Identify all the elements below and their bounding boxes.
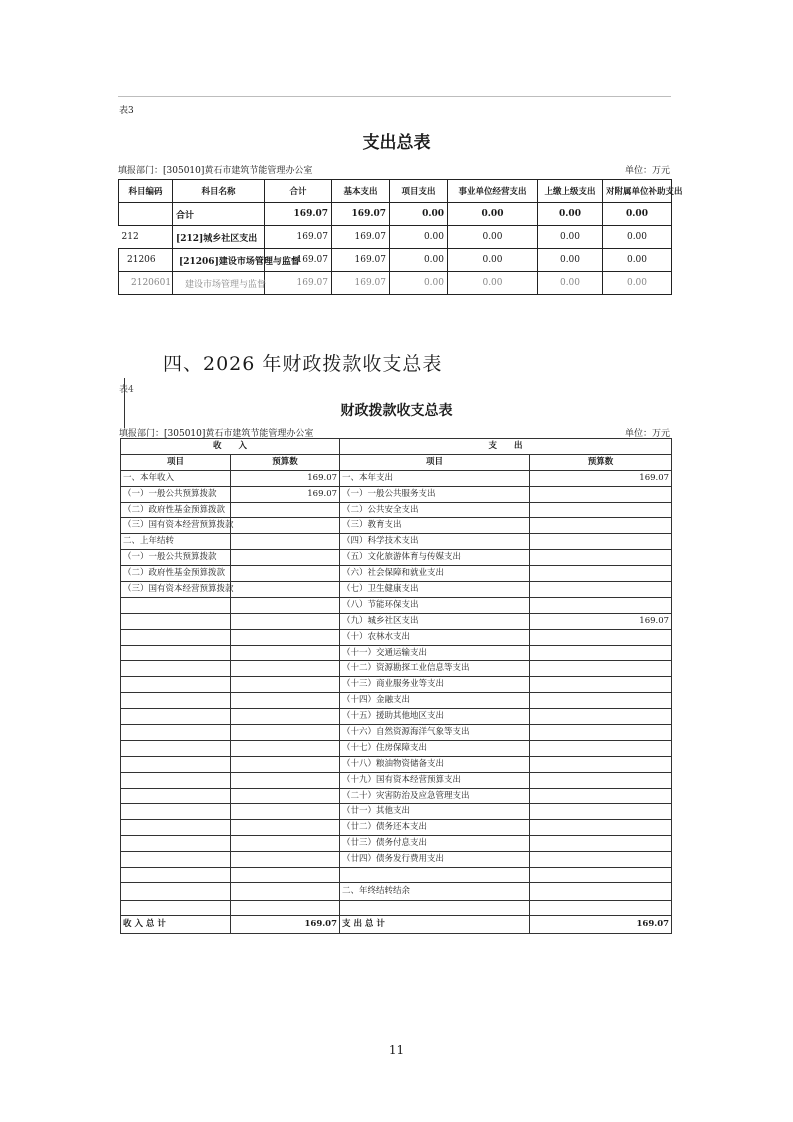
cell: （二）政府性基金预算拨款 bbox=[121, 566, 231, 582]
cell bbox=[121, 740, 231, 756]
cell bbox=[530, 486, 672, 502]
table-row bbox=[121, 901, 672, 916]
cell bbox=[530, 629, 672, 645]
expenditure-table bbox=[118, 179, 683, 295]
cell: 169.07 bbox=[332, 226, 390, 249]
expense-header: 支 出 bbox=[340, 439, 672, 455]
table-row bbox=[119, 203, 672, 226]
cell: 0.00 bbox=[448, 203, 538, 226]
page-number: 11 bbox=[388, 1043, 405, 1057]
cell: （二十）灾害防治及应急管理支出 bbox=[340, 788, 530, 804]
total-expense-value: 169.07 bbox=[530, 916, 672, 934]
cell: 0.00 bbox=[390, 272, 448, 295]
cell bbox=[121, 868, 231, 883]
cell bbox=[121, 756, 231, 772]
table4-unit: 单位：万元 bbox=[624, 429, 670, 439]
cell: （三）教育支出 bbox=[340, 518, 530, 534]
cell: 169.07 bbox=[265, 272, 332, 295]
cell: （十九）国有资本经营预算支出 bbox=[340, 772, 530, 788]
cell bbox=[530, 883, 672, 901]
cell bbox=[231, 645, 340, 661]
cell: 0.00 bbox=[603, 203, 672, 226]
cell: （十六）自然资源海洋气象等支出 bbox=[340, 725, 530, 741]
cell bbox=[530, 772, 672, 788]
cell bbox=[231, 613, 340, 629]
col-header: 项目支出 bbox=[390, 180, 448, 203]
col-header: 项目 bbox=[340, 454, 530, 470]
cell bbox=[121, 820, 231, 836]
table-row bbox=[119, 249, 672, 272]
cell bbox=[121, 613, 231, 629]
cell bbox=[121, 725, 231, 741]
cell bbox=[231, 661, 340, 677]
cell bbox=[231, 677, 340, 693]
cell: 0.00 bbox=[448, 272, 538, 295]
cell bbox=[231, 788, 340, 804]
cell bbox=[530, 740, 672, 756]
cell: 2120601 bbox=[119, 272, 173, 295]
table-row bbox=[121, 597, 672, 613]
cell bbox=[121, 661, 231, 677]
table3-unit: 单位：万元 bbox=[624, 166, 670, 176]
cell: （十五）援助其他地区支出 bbox=[340, 709, 530, 725]
table-row bbox=[121, 677, 672, 693]
table-row bbox=[121, 709, 672, 725]
cell: （二）公共安全支出 bbox=[340, 502, 530, 518]
total-expense-label: 支 出 总 计 bbox=[340, 916, 530, 934]
cell bbox=[530, 901, 672, 916]
cell bbox=[530, 836, 672, 852]
cell: 169.07 bbox=[265, 226, 332, 249]
col-header: 事业单位经营支出 bbox=[448, 180, 538, 203]
cell bbox=[530, 804, 672, 820]
cell: 169.07 bbox=[530, 470, 672, 486]
cell: （五）文化旅游体育与传媒支出 bbox=[340, 550, 530, 566]
cell: 169.07 bbox=[231, 470, 340, 486]
cell: [212]城乡社区支出 bbox=[173, 226, 265, 249]
cell bbox=[231, 852, 340, 868]
table-row bbox=[121, 693, 672, 709]
cell bbox=[231, 772, 340, 788]
cell bbox=[530, 756, 672, 772]
cell: [21206]建设市场管理与监督 bbox=[173, 249, 265, 272]
cell bbox=[231, 883, 340, 901]
cell: （十三）商业服务业等支出 bbox=[340, 677, 530, 693]
col-header: 对附属单位补助支出 bbox=[603, 180, 672, 203]
cell bbox=[121, 901, 231, 916]
table-row bbox=[121, 820, 672, 836]
table3-label: 表3 bbox=[119, 106, 134, 116]
cell bbox=[530, 852, 672, 868]
cell bbox=[231, 566, 340, 582]
table-row bbox=[121, 788, 672, 804]
table4-dept: 填报部门：[305010]黄石市建筑节能管理办公室 bbox=[119, 429, 314, 439]
cell: 212 bbox=[119, 226, 173, 249]
cell: （廿三）债务付息支出 bbox=[340, 836, 530, 852]
cell: 169.07 bbox=[265, 249, 332, 272]
cell: （十四）金融支出 bbox=[340, 693, 530, 709]
cell bbox=[231, 550, 340, 566]
cell: 21206 bbox=[119, 249, 173, 272]
cell bbox=[530, 550, 672, 566]
cell: 0.00 bbox=[538, 272, 603, 295]
table-row bbox=[121, 518, 672, 534]
cell: 0.00 bbox=[448, 226, 538, 249]
table-row bbox=[121, 486, 672, 502]
cell bbox=[121, 645, 231, 661]
table-row bbox=[121, 868, 672, 883]
cell bbox=[231, 820, 340, 836]
cell: （廿一）其他支出 bbox=[340, 804, 530, 820]
cell: （十七）住房保障支出 bbox=[340, 740, 530, 756]
cell: 建设市场管理与监督 bbox=[173, 272, 265, 295]
cell: （六）社会保障和就业支出 bbox=[340, 566, 530, 582]
cell bbox=[530, 645, 672, 661]
table4-title: 财政拨款收支总表 bbox=[340, 403, 453, 419]
fiscal-summary-table bbox=[120, 438, 672, 934]
cell: 169.07 bbox=[530, 613, 672, 629]
cell: （九）城乡社区支出 bbox=[340, 613, 530, 629]
cell bbox=[340, 868, 530, 883]
cell bbox=[530, 709, 672, 725]
table-row bbox=[121, 566, 672, 582]
cell bbox=[121, 629, 231, 645]
cell bbox=[121, 836, 231, 852]
table-row bbox=[121, 772, 672, 788]
cell: 0.00 bbox=[603, 249, 672, 272]
col-header: 科目名称 bbox=[173, 180, 265, 203]
total-income-value: 169.07 bbox=[231, 916, 340, 934]
cell bbox=[231, 534, 340, 550]
cell bbox=[231, 518, 340, 534]
cell: 0.00 bbox=[448, 249, 538, 272]
cell bbox=[530, 725, 672, 741]
cell bbox=[231, 901, 340, 916]
cell bbox=[121, 677, 231, 693]
table4-label: 表4 bbox=[119, 385, 134, 395]
cell: （一）一般公共预算拨款 bbox=[121, 550, 231, 566]
cell bbox=[530, 788, 672, 804]
col-header: 上缴上级支出 bbox=[538, 180, 603, 203]
cell: 0.00 bbox=[603, 272, 672, 295]
table-row bbox=[121, 629, 672, 645]
cell: 二、上年结转 bbox=[121, 534, 231, 550]
cell: （十二）资源勘探工业信息等支出 bbox=[340, 661, 530, 677]
income-header: 收 入 bbox=[121, 439, 340, 455]
cell: 0.00 bbox=[538, 249, 603, 272]
cell bbox=[231, 868, 340, 883]
cell: 169.07 bbox=[332, 272, 390, 295]
cell: 0.00 bbox=[538, 203, 603, 226]
cell bbox=[119, 203, 173, 226]
cell bbox=[231, 582, 340, 598]
cell: 169.07 bbox=[332, 203, 390, 226]
cell bbox=[530, 661, 672, 677]
cell bbox=[121, 693, 231, 709]
total-row bbox=[121, 916, 672, 934]
cell bbox=[530, 868, 672, 883]
cell bbox=[530, 597, 672, 613]
cell: （三）国有资本经营预算拨款 bbox=[121, 582, 231, 598]
cell bbox=[231, 740, 340, 756]
table-row bbox=[121, 534, 672, 550]
cell bbox=[231, 756, 340, 772]
table-row bbox=[121, 883, 672, 901]
cell bbox=[530, 518, 672, 534]
col-header: 合计 bbox=[265, 180, 332, 203]
table-row bbox=[121, 502, 672, 518]
cell bbox=[530, 566, 672, 582]
cell bbox=[231, 725, 340, 741]
cell bbox=[121, 788, 231, 804]
cell bbox=[121, 852, 231, 868]
cell: （十八）粮油物资储备支出 bbox=[340, 756, 530, 772]
table-row bbox=[121, 725, 672, 741]
cell bbox=[121, 709, 231, 725]
cell: （一）一般公共预算拨款 bbox=[121, 486, 231, 502]
table-row bbox=[121, 852, 672, 868]
cell bbox=[530, 534, 672, 550]
cell: （二）政府性基金预算拨款 bbox=[121, 502, 231, 518]
cell: 一、本年支出 bbox=[340, 470, 530, 486]
cell bbox=[530, 502, 672, 518]
table-row bbox=[121, 661, 672, 677]
table-row bbox=[119, 272, 672, 295]
cell: 169.07 bbox=[231, 486, 340, 502]
cell bbox=[231, 709, 340, 725]
cell bbox=[231, 836, 340, 852]
col-header: 预算数 bbox=[231, 454, 340, 470]
cell: 0.00 bbox=[603, 226, 672, 249]
col-header: 预算数 bbox=[530, 454, 672, 470]
cell bbox=[530, 820, 672, 836]
cell: 二、年终结转结余 bbox=[340, 883, 530, 901]
cell bbox=[121, 883, 231, 901]
cell: （一）一般公共服务支出 bbox=[340, 486, 530, 502]
top-rule bbox=[118, 96, 671, 97]
cell bbox=[340, 901, 530, 916]
cell bbox=[231, 804, 340, 820]
cell: 0.00 bbox=[390, 226, 448, 249]
cell bbox=[121, 597, 231, 613]
table3-title: 支出总表 bbox=[362, 133, 431, 153]
table-row bbox=[121, 550, 672, 566]
cell: 一、本年收入 bbox=[121, 470, 231, 486]
cell bbox=[121, 772, 231, 788]
table-row bbox=[121, 582, 672, 598]
cell bbox=[231, 693, 340, 709]
table-row bbox=[121, 756, 672, 772]
group-header-row bbox=[121, 439, 672, 455]
cell: 169.07 bbox=[332, 249, 390, 272]
table3-dept: 填报部门：[305010]黄石市建筑节能管理办公室 bbox=[118, 166, 313, 176]
table-row bbox=[121, 804, 672, 820]
cell bbox=[231, 629, 340, 645]
cell: （十一）交通运输支出 bbox=[340, 645, 530, 661]
col-header: 项目 bbox=[121, 454, 231, 470]
cell: （七）卫生健康支出 bbox=[340, 582, 530, 598]
cell bbox=[530, 582, 672, 598]
table-row bbox=[119, 226, 672, 249]
table-row bbox=[121, 645, 672, 661]
cell: （廿二）债务还本支出 bbox=[340, 820, 530, 836]
cell: （三）国有资本经营预算拨款 bbox=[121, 518, 231, 534]
cell: 0.00 bbox=[390, 203, 448, 226]
cell: （四）科学技术支出 bbox=[340, 534, 530, 550]
cell: （廿四）债务发行费用支出 bbox=[340, 852, 530, 868]
col-header: 科目编码 bbox=[119, 180, 173, 203]
cell bbox=[530, 693, 672, 709]
table-row bbox=[121, 470, 672, 486]
table-header-row bbox=[119, 180, 672, 203]
cell: （十）农林水支出 bbox=[340, 629, 530, 645]
cell: 0.00 bbox=[538, 226, 603, 249]
table-row bbox=[121, 836, 672, 852]
cell bbox=[231, 502, 340, 518]
total-income-label: 收 入 总 计 bbox=[121, 916, 231, 934]
column-header-row bbox=[121, 454, 672, 470]
cell: 0.00 bbox=[390, 249, 448, 272]
cell: （八）节能环保支出 bbox=[340, 597, 530, 613]
col-header: 基本支出 bbox=[332, 180, 390, 203]
cell: 169.07 bbox=[265, 203, 332, 226]
cell bbox=[121, 804, 231, 820]
section-heading: 四、2026 年财政拨款收支总表 bbox=[163, 353, 443, 375]
cell bbox=[231, 597, 340, 613]
table-row bbox=[121, 613, 672, 629]
table-row bbox=[121, 740, 672, 756]
cell: 合计 bbox=[173, 203, 265, 226]
cell bbox=[530, 677, 672, 693]
